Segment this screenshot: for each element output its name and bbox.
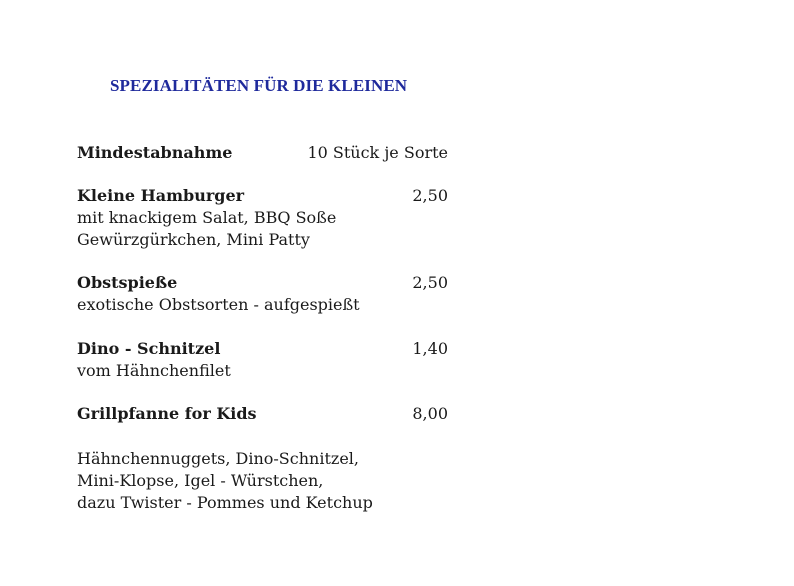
description-line: vom Hähnchenfilet <box>77 361 231 380</box>
menu-item <box>77 403 448 425</box>
menu-item-price: 1,40 <box>412 339 448 358</box>
description-line: Hähnchennuggets, Dino-Schnitzel, <box>77 449 359 468</box>
menu-item-description <box>77 448 373 514</box>
description-line: mit knackigem Salat, BBQ Soße <box>77 208 337 227</box>
menu-item-name: Grillpfanne for Kids <box>77 404 257 423</box>
description-line: Gewürzgürkchen, Mini Patty <box>77 230 310 249</box>
menu-item <box>77 338 448 360</box>
menu-item-price: 2,50 <box>412 273 448 292</box>
menu-item-price: 8,00 <box>412 404 448 423</box>
description-line: Mini-Klopse, Igel - Würstchen, <box>77 471 324 490</box>
menu-item-description <box>77 207 336 251</box>
menu-item <box>77 185 448 207</box>
page-title: SPEZIALITÄTEN FÜR DIE KLEINEN <box>110 76 408 95</box>
menu-item <box>77 272 448 294</box>
menu-item-name: Kleine Hamburger <box>77 186 245 205</box>
minimum-order-row <box>77 142 448 164</box>
minimum-order-label: Mindestabnahme <box>77 143 233 162</box>
menu-item-name: Obstspieße <box>77 273 178 292</box>
menu-item-price: 2,50 <box>412 186 448 205</box>
menu-item-description <box>77 294 360 316</box>
description-line: dazu Twister - Pommes und Ketchup <box>77 493 373 512</box>
menu-item-description <box>77 360 231 382</box>
minimum-order-value: 10 Stück je Sorte <box>307 143 448 162</box>
menu-item-name: Dino - Schnitzel <box>77 339 221 358</box>
description-line: exotische Obstsorten - aufgespießt <box>77 295 360 314</box>
